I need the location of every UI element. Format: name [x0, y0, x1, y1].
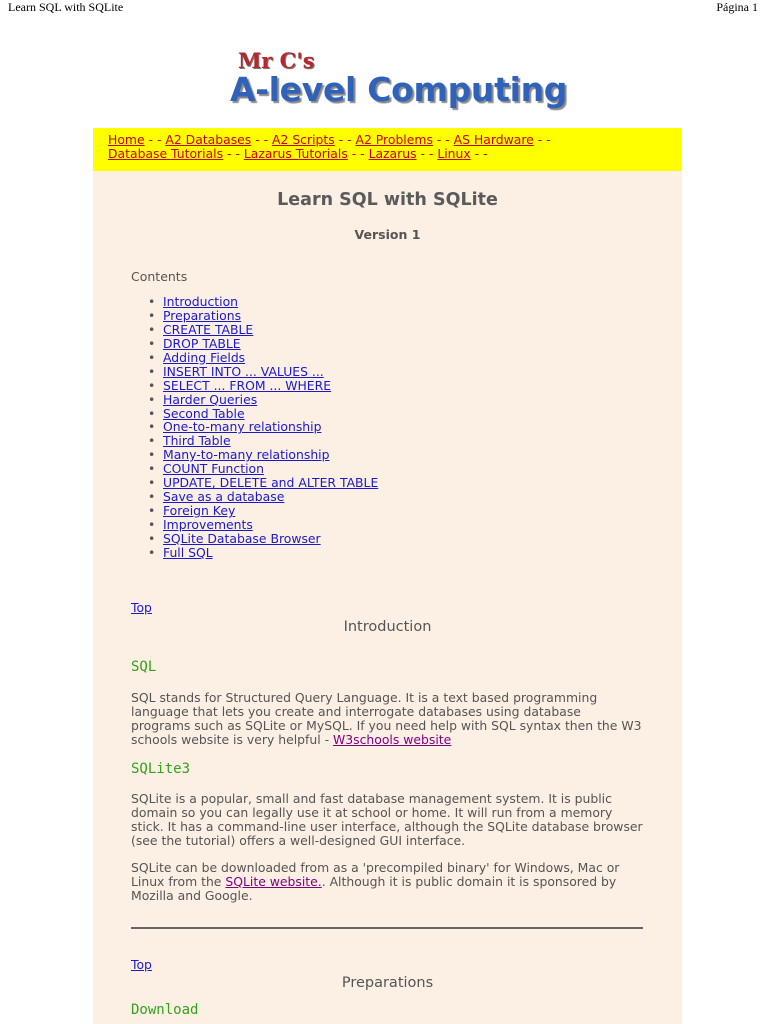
- logo-line-2: A-level Computing: [230, 70, 568, 109]
- toc-link-save-as-database[interactable]: Save as a database: [163, 489, 285, 505]
- toc-item: [148, 490, 378, 504]
- toc-link-insert-into[interactable]: INSERT INTO ... VALUES ...: [163, 363, 324, 379]
- toc-item: [148, 546, 378, 560]
- nav-a2-problems[interactable]: A2 Problems: [355, 132, 433, 147]
- nav-home[interactable]: Home: [108, 132, 145, 147]
- nav-sep: - -: [432, 132, 454, 147]
- nav-bar: [93, 128, 682, 171]
- toc-item: [148, 532, 378, 546]
- toc-item: [148, 448, 378, 462]
- toc-item: [148, 365, 378, 379]
- top-link[interactable]: Top: [131, 957, 152, 972]
- toc-link-sqlite-browser[interactable]: SQLite Database Browser: [163, 530, 321, 546]
- sqlite-website-link[interactable]: SQLite website.: [225, 874, 322, 889]
- toc-item: [148, 476, 378, 490]
- nav-sep: - -: [347, 146, 369, 161]
- nav-lazarus-tutorials[interactable]: Lazarus Tutorials: [243, 146, 348, 161]
- nav-a2-scripts[interactable]: A2 Scripts: [272, 132, 335, 147]
- section-heading-preparations: Preparations: [341, 975, 434, 991]
- nav-sep: - -: [144, 132, 166, 147]
- print-header-page: Página 1: [716, 0, 758, 14]
- nav-sep: - -: [416, 146, 438, 161]
- page-title: Learn SQL with SQLite: [277, 190, 498, 210]
- toc-item: [148, 379, 378, 393]
- toc-link-drop-table[interactable]: DROP TABLE: [163, 335, 241, 351]
- paragraph-download-info: [131, 861, 643, 903]
- table-of-contents: [148, 295, 378, 560]
- top-link[interactable]: Top: [131, 600, 152, 615]
- print-header: [0, 0, 768, 14]
- nav-sep: - -: [533, 132, 551, 147]
- paragraph-sqlite: SQLite is a popular, small and fast database management system. It is public domain so you can legally use it at school or home. It will run from a memory stick. It has a command-line user interface, although the SQLite database browser (see the tutorial) offers a well-designed GUI interface.: [131, 791, 643, 848]
- paragraph-download-text-2: . Although it is public domain it is sponsored by Mozilla and Google.: [131, 874, 617, 903]
- toc-link-many-to-many[interactable]: Many-to-many relationship: [163, 447, 330, 463]
- nav-sep: - -: [470, 146, 488, 161]
- toc-item: [148, 420, 378, 434]
- toc-item: [148, 504, 378, 518]
- contents-label: Contents: [131, 269, 188, 284]
- nav-lazarus[interactable]: Lazarus: [368, 146, 417, 161]
- toc-link-count-function[interactable]: COUNT Function: [163, 461, 264, 477]
- toc-link-one-to-many[interactable]: One-to-many relationship: [163, 419, 322, 435]
- toc-link-preparations[interactable]: Preparations: [163, 307, 242, 323]
- subheading-sql: SQL: [131, 659, 157, 675]
- toc-link-second-table[interactable]: Second Table: [163, 405, 245, 421]
- toc-link-foreign-key[interactable]: Foreign Key: [163, 503, 236, 519]
- toc-link-select-from-where[interactable]: SELECT ... FROM ... WHERE: [163, 377, 332, 393]
- toc-item: [148, 407, 378, 421]
- toc-link-update-delete-alter[interactable]: UPDATE, DELETE and ALTER TABLE: [163, 475, 379, 491]
- toc-item: [148, 309, 378, 323]
- toc-link-adding-fields[interactable]: Adding Fields: [163, 349, 246, 365]
- toc-link-introduction[interactable]: Introduction: [163, 294, 239, 309]
- toc-item: [148, 434, 378, 448]
- version-label: Version 1: [354, 227, 421, 242]
- nav-as-hardware[interactable]: AS Hardware: [453, 132, 534, 147]
- section-heading-introduction: Introduction: [343, 619, 432, 635]
- toc-item: [148, 337, 378, 351]
- toc-item: [148, 518, 378, 532]
- nav-sep: - -: [334, 132, 356, 147]
- toc-link-full-sql[interactable]: Full SQL: [163, 544, 213, 560]
- toc-item: [148, 462, 378, 476]
- horizontal-rule: [131, 927, 643, 929]
- toc-item: [148, 323, 378, 337]
- main-content: [93, 171, 682, 1024]
- toc-item: [148, 295, 378, 309]
- logo-line-1: Mr C's: [238, 48, 315, 73]
- toc-item: [148, 393, 378, 407]
- toc-link-create-table[interactable]: CREATE TABLE: [163, 321, 254, 337]
- paragraph-sql: [131, 691, 643, 747]
- nav-database-tutorials[interactable]: Database Tutorials: [108, 146, 224, 161]
- paragraph-download-text: SQLite can be downloaded from as a 'precompiled binary' for Windows, Mac or Linux from the: [131, 860, 620, 889]
- toc-link-harder-queries[interactable]: Harder Queries: [163, 391, 258, 407]
- paragraph-sql-text: SQL stands for Structured Query Language. It is a text based programming language that lets you create and interrogate databases using database programs such as SQLite or MySQL. If you need help with SQL syntax then the W3 schools website is very helpful -: [131, 690, 642, 747]
- nav-sep: - -: [223, 146, 244, 161]
- subheading-download: Download: [131, 1002, 199, 1018]
- toc-link-third-table[interactable]: Third Table: [163, 433, 231, 449]
- toc-item: [148, 351, 378, 365]
- toc-link-improvements[interactable]: Improvements: [163, 517, 253, 532]
- nav-sep: - -: [251, 132, 273, 147]
- nav-linux[interactable]: Linux: [437, 146, 471, 161]
- w3schools-link[interactable]: W3schools website: [333, 732, 452, 747]
- site-logo[interactable]: [230, 48, 570, 128]
- print-header-title: Learn SQL with SQLite: [8, 0, 124, 14]
- nav-a2-databases[interactable]: A2 Databases: [165, 132, 252, 147]
- subheading-sqlite3: SQLite3: [131, 761, 191, 777]
